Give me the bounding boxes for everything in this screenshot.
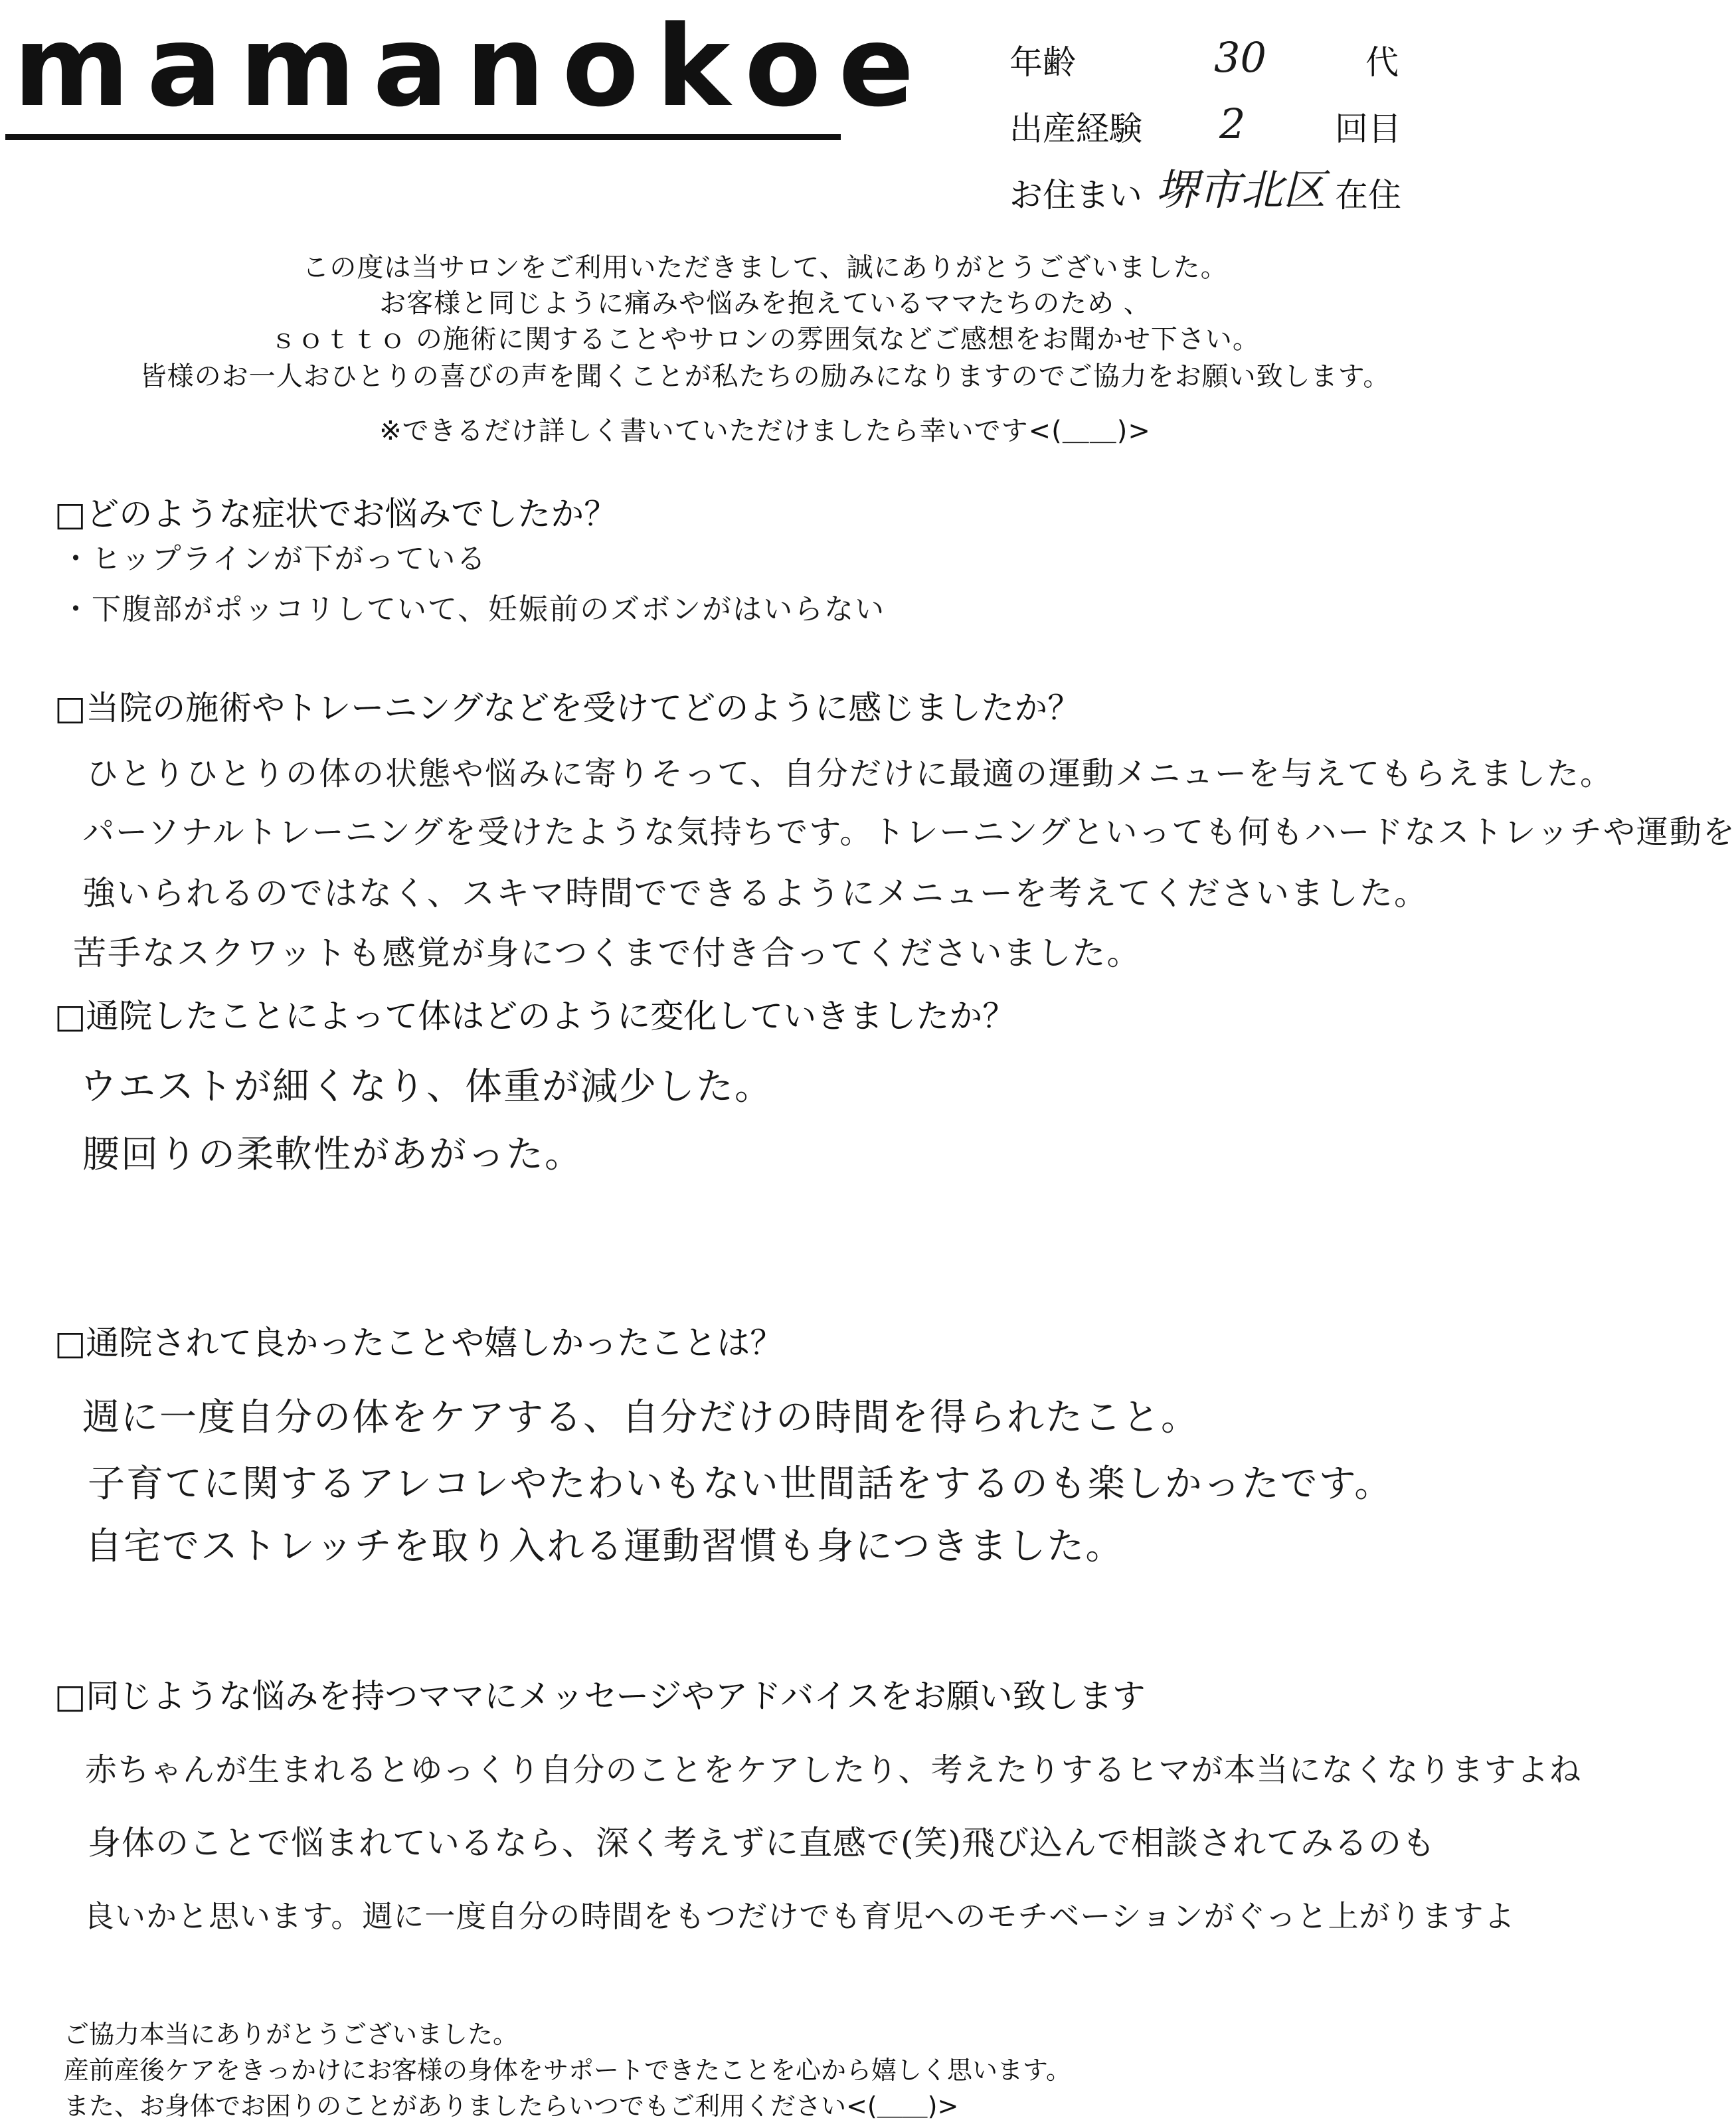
- question-good-points: □通院されて良かったことや嬉しかったことは？: [54, 1324, 784, 1362]
- footer-line: 産前産後ケアをきっかけにお客様の身体をサポートできたことを心から嬉しく思います。: [64, 2056, 1071, 2085]
- births-label: 出産経験: [1009, 110, 1142, 148]
- residence-value: 堺市北区: [1156, 166, 1326, 215]
- answer-line: 強いられるのではなく、スキマ時間でできるようにメニューを考えてくださいました。: [82, 874, 1429, 913]
- answer-line: ひとりひとりの体の状態や悩みに寄りそって、自分だけに最適の運動メニューを与えてもらえました。: [86, 755, 1614, 792]
- answer-line: ・下腹部がポッコリしていて、妊娠前のズボンがはいらない: [61, 592, 886, 626]
- question-message: □同じような悩みを持つママにメッセージやアドバイスをお願い致します: [54, 1677, 1146, 1716]
- answer-line: ・ヒップラインが下がっている: [61, 542, 487, 576]
- answer-line: ウエストが細くなり、体重が減少した。: [80, 1065, 773, 1108]
- age-unit: 代: [1365, 43, 1399, 82]
- answer-line: 週に一度自分の体をケアする、自分だけの時間を得られたこと。: [82, 1396, 1199, 1439]
- logo-underline: [5, 134, 841, 140]
- intro-line: 皆様のお一人おひとりの喜びの声を聞くことが私たちの励みになりますのでご協力をお願い致します。: [139, 361, 1391, 392]
- intro-line: ｓｏｔｔｏ の施術に関することやサロンの雰囲気などご感想をお聞かせ下さい。: [270, 324, 1260, 355]
- births-value: 2: [1219, 100, 1246, 148]
- residence-label: お住まい: [1009, 176, 1142, 215]
- intro-note: ※できるだけ詳しく書いていただけましたら幸いです<(＿＿)>: [379, 416, 1151, 446]
- logo: mamanokoe: [13, 1, 932, 132]
- answer-line: 腰回りの柔軟性があがった。: [82, 1133, 583, 1176]
- residence-unit: 在住: [1335, 176, 1401, 215]
- answer-line: 苦手なスクワットも感覚が身につくまで付き合ってくださいました。: [73, 934, 1142, 972]
- footer-line: ご協力本当にありがとうございました。: [64, 2020, 519, 2049]
- births-unit: 回目: [1335, 110, 1401, 148]
- question-changes: □通院したことによって体はどのように変化していきましたか？: [54, 997, 1016, 1035]
- age-label: 年齢: [1009, 43, 1076, 82]
- answer-line: 自宅でストレッチを取り入れる運動習慣も身につきました。: [85, 1525, 1124, 1568]
- footer-line: また、お身体でお困りのことがありましたらいつでもご利用ください<(＿＿)>: [64, 2091, 959, 2121]
- answer-line: 子育てに関するアレコレやたわいもない世間話をするのも楽しかったです。: [88, 1462, 1393, 1506]
- intro-line: この度は当サロンをご利用いただきまして、誠にありがとうございました。: [302, 252, 1228, 283]
- answer-line: 赤ちゃんが生まれるとゆっくり自分のことをケアしたり、考えたりするヒマが本当になくなりますよね: [85, 1751, 1582, 1789]
- intro-line: お客様と同じように痛みや悩みを抱えているママたちのため 、: [379, 288, 1151, 319]
- answer-line: パーソナルトレーニングを受けたような気持ちです。トレーニングといっても何もハードなストレッチや運動を: [82, 814, 1736, 851]
- answer-line: 身体のことで悩まれているなら、深く考えずに直感で(笑)飛び込んで相談されてみるのも: [88, 1824, 1436, 1862]
- question-impressions: □当院の施術やトレーニングなどを受けてどのように感じましたか？: [54, 689, 1081, 727]
- answer-line: 良いかと思います。週に一度自分の時間をもつだけでも育児へのモチベーションがぐっと上がりますよ: [84, 1898, 1516, 1934]
- question-symptoms: □どのような症状でお悩みでしたか？: [54, 495, 618, 533]
- age-value: 30: [1214, 33, 1266, 82]
